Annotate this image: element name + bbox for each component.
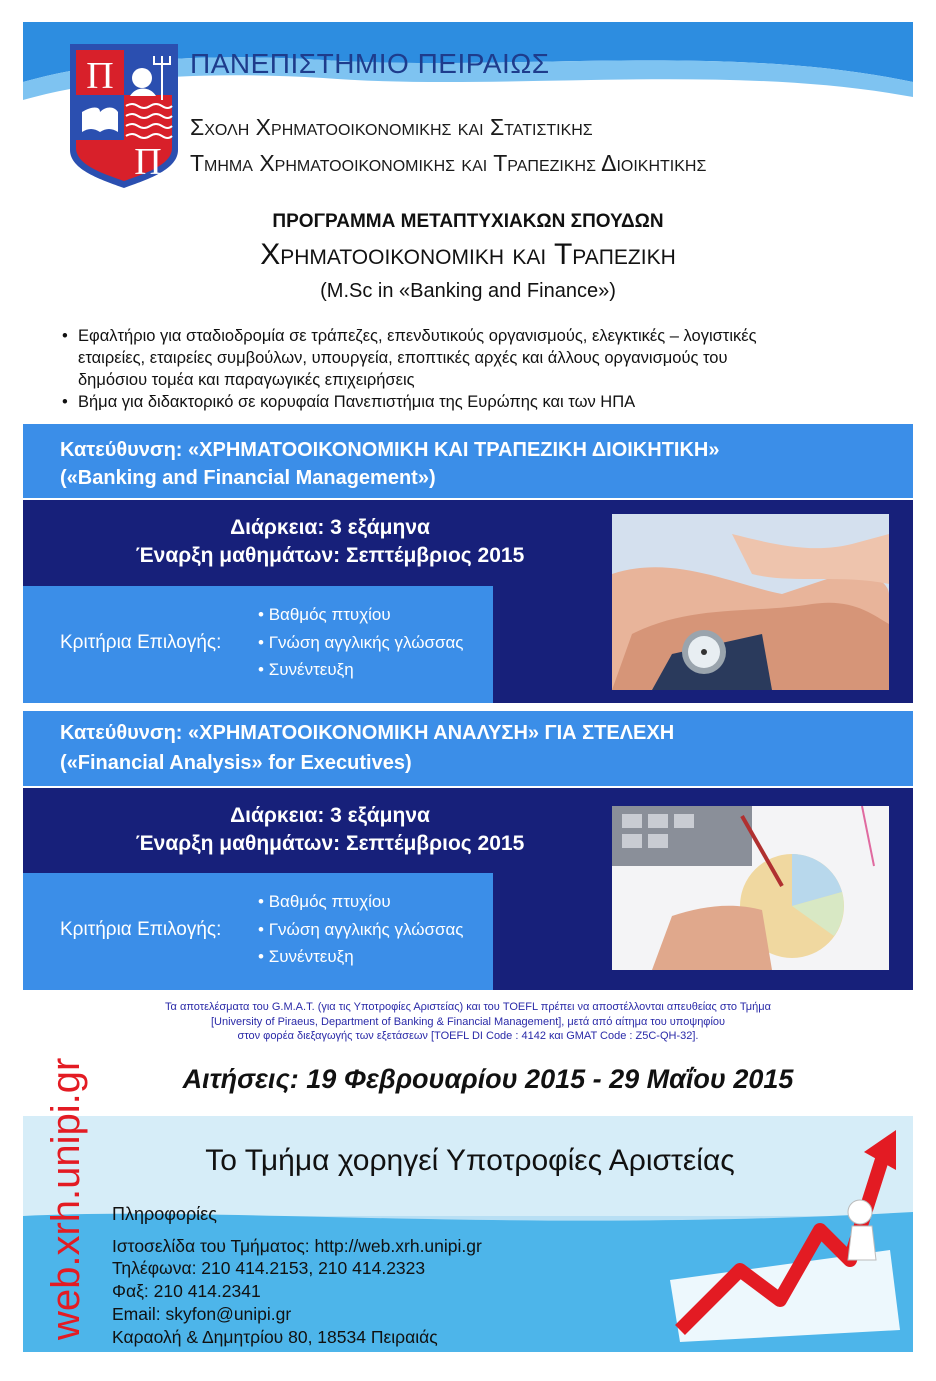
track2-duration: Διάρκεια: 3 εξάμηνα: [230, 804, 430, 827]
info-email: Email: skyfon@unipi.gr: [112, 1304, 292, 1324]
university-name: ΠΑΝΕΠΙΣΤΗΜΙΟ ΠΕΙΡΑΙΩΣ: [190, 48, 550, 79]
track1-criteria-label: Κριτήρια Επιλογής:: [60, 632, 222, 653]
info-address: Καραολή & Δημητρίου 80, 18534 Πειραιάς: [112, 1327, 438, 1347]
scholarships-heading: Το Τμήμα χορηγεί Υποτροφίες Αριστείας: [205, 1144, 735, 1177]
bullet-marker: •: [62, 393, 68, 411]
track1-criterion-3: • Συνέντευξη: [258, 660, 354, 679]
note-line-1: Τα αποτελέσματα του G.M.A.T. (για τις Υποτροφίες Αριστείας) και του TOEFL πρέπει να αποστέλλονται απευθείας στο Τμήμα: [165, 1001, 771, 1013]
track2-criterion-2: • Γνώση αγγλικής γλώσσας: [258, 920, 464, 939]
track1-title-line-2: («Banking and Financial Management»): [60, 467, 436, 489]
bullet-1-line-1: Εφαλτήριο για σταδιοδρομία σε τράπεζες, επενδυτικούς οργανισμούς, ελεγκτικές – λογιστικές: [78, 327, 757, 345]
criterion-text: Συνέντευξη: [268, 947, 354, 966]
program-english-name: (M.Sc in «Banking and Finance»): [320, 280, 616, 302]
criterion-text: Βαθμός πτυχίου: [268, 605, 391, 624]
track2-start: Έναρξη μαθημάτων: Σεπτέμβριος 2015: [135, 832, 525, 855]
logo-letter-bottom: Π: [134, 141, 162, 183]
bullet-1: [62, 325, 757, 347]
logo-letter-top: Π: [86, 55, 114, 97]
department-name: Τμημα Χρηματοοικονομικης και Τραπεζικης Διοικητικης: [190, 150, 707, 176]
vertical-website-url: web.xrh.unipi.gr: [44, 1057, 88, 1340]
bullet-1-line-3: δημόσιου τομέα και παραγωγικές επιχειρήσεις: [78, 371, 415, 389]
track1-criterion-1: • Βαθμός πτυχίου: [258, 605, 391, 624]
track1-duration: Διάρκεια: 3 εξάμηνα: [230, 516, 430, 539]
criterion-text: Συνέντευξη: [268, 660, 354, 679]
bullet-marker: •: [62, 327, 68, 345]
track2-criterion-1: • Βαθμός πτυχίου: [258, 892, 391, 911]
track1-title-line-1: Κατεύθυνση: «ΧΡΗΜΑΤΟΟΙΚΟΝΟΜΙΚΗ ΚΑΙ ΤΡΑΠΕΖΙΚΗ ΔΙΟΙΚΗΤΙΚΗ»: [60, 439, 720, 461]
info-phones: Τηλέφωνα: 210 414.2153, 210 414.2323: [112, 1258, 426, 1278]
note-line-2: [University of Piraeus, Department of Banking & Financial Management], μετά από αίτημα του υποψηφίου: [210, 1015, 726, 1028]
application-dates: Αιτήσεις: 19 Φεβρουαρίου 2015 - 29 Μαΐου 2015: [182, 1064, 794, 1094]
criterion-text: Γνώση αγγλικής γλώσσας: [268, 633, 464, 652]
bullet-1-line-2: εταιρείες, εταιρείες συμβούλων, υπουργεία, εποπτικές αρχές και άλλους οργανισμούς του: [78, 349, 728, 367]
pie-chart-photo: [612, 806, 889, 970]
info-heading: Πληροφορίες: [112, 1204, 217, 1224]
school-name: Σχολη Χρηματοοικονομικης και Στατιστικης: [190, 114, 593, 140]
info-website: Ιστοσελίδα του Τμήματος: http://web.xrh.unipi.gr: [112, 1236, 482, 1256]
handshake-photo: [612, 514, 889, 690]
program-name: Χρηματοοικονομικη και Τραπεζικη: [260, 238, 676, 271]
note-line-3: στον φορέα διεξαγωγής των εξετάσεων [TOEFL DI Code : 4142 και GMAT Code : Z5C-QH-32].: [237, 1030, 699, 1042]
university-logo: [66, 40, 182, 190]
track2-title-line-2: («Financial Analysis» for Executives): [60, 752, 412, 774]
track2-criteria-label: Κριτήρια Επιλογής:: [60, 919, 222, 940]
bullet-2: [62, 391, 635, 413]
track1-criterion-2: • Γνώση αγγλικής γλώσσας: [258, 633, 464, 652]
track2-criterion-3: • Συνέντευξη: [258, 947, 354, 966]
criterion-text: Βαθμός πτυχίου: [268, 892, 391, 911]
criterion-text: Γνώση αγγλικής γλώσσας: [268, 920, 464, 939]
bullet-2-text: Βήμα για διδακτορικό σε κορυφαία Πανεπιστήμια της Ευρώπης και των ΗΠΑ: [78, 393, 636, 411]
track2-title-line-1: Κατεύθυνση: «ΧΡΗΜΑΤΟΟΙΚΟΝΟΜΙΚΗ ΑΝΑΛΥΣΗ» ΓΙΑ ΣΤΕΛΕΧΗ: [60, 722, 675, 744]
info-fax: Φαξ: 210 414.2341: [112, 1281, 261, 1301]
program-type: ΠΡΟΓΡΑΜΜΑ ΜΕΤΑΠΤΥΧΙΑΚΩΝ ΣΠΟΥΔΩΝ: [272, 211, 664, 232]
gmat-toefl-note: [40, 1000, 896, 1044]
track1-start: Έναρξη μαθημάτων: Σεπτέμβριος 2015: [135, 544, 525, 567]
